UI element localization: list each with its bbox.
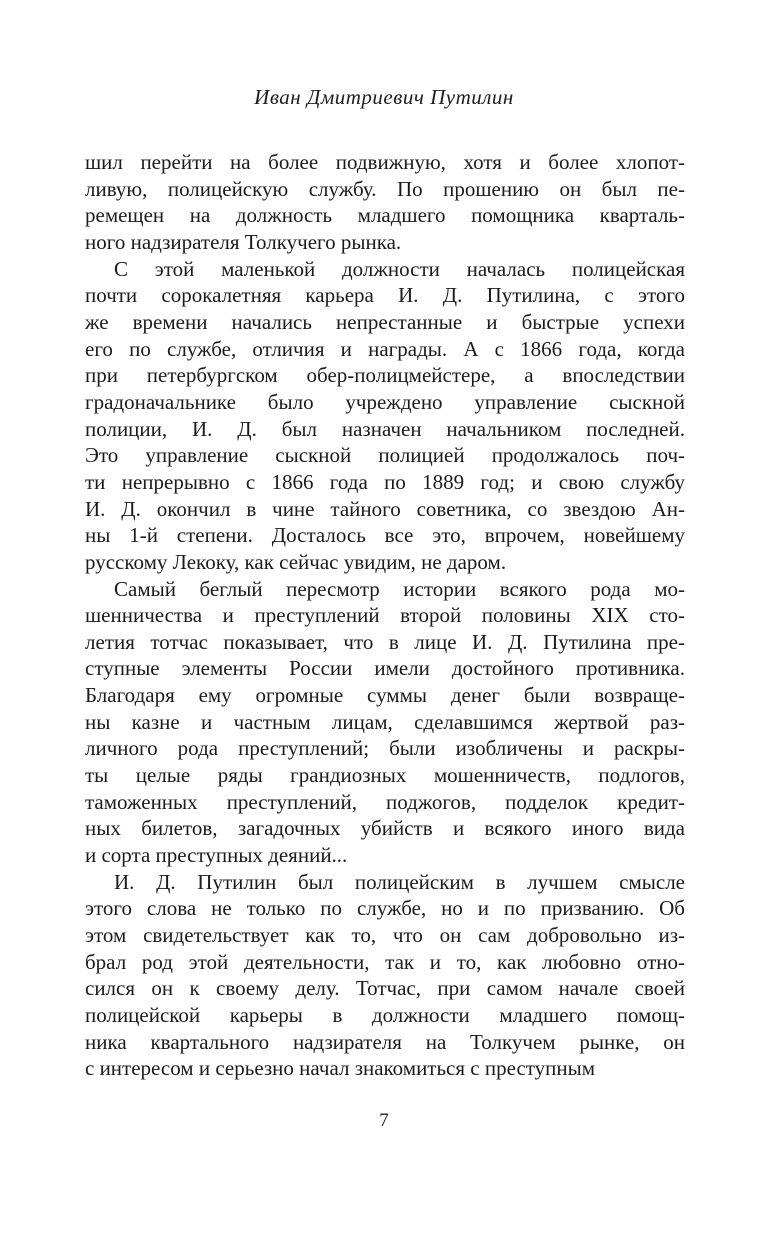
text-line: ти непрерывно с 1866 года по 1889 год; и свою службу [85,469,685,494]
text-line: ного надзирателя Толкучего рынка. [85,229,402,254]
text-line: личного рода преступлений; были изобличены и раскры- [85,736,685,761]
text-line: сился он к своему делу. Тотчас, при самом начале своей [85,976,685,1001]
text-line: ты целые ряды грандиозных мошенничеств, подлогов, [85,763,685,788]
text-line: при петербургском обер-полицмейстере, а впоследствии [85,363,685,388]
text-line: ны казне и частным лицам, сделавшимся жертвой раз- [85,709,685,734]
page-body [85,149,685,1082]
text-line: его по службе, отличия и награды. А с 1866 года, когда [85,336,685,361]
text-line: русскому Лекоку, как сейчас увидим, не даром. [85,549,507,574]
text-line: С этой маленькой должности началась полицейская [114,256,685,281]
text-line: и сорта преступных деяний... [85,843,348,868]
text-line: И. Д. окончил в чине тайного советника, со звездою Ан- [85,496,685,521]
page-number: 7 [379,1110,389,1131]
running-header: Иван Дмитриевич Путилин [254,85,514,109]
text-line: с интересом и серьезно начал знакомиться с преступным [85,1056,596,1081]
text-line: таможенных преступлений, поджогов, подделок кредит- [85,789,685,814]
text-line: ливую, полицейскую службу. По прошению он был пе- [85,176,685,201]
text-line: Это управление сыскной полицией продолжалось поч- [85,443,685,468]
text-line: ных билетов, загадочных убийств и всякого иного вида [85,816,685,841]
text-line: ника квартального надзирателя на Толкучем рынке, он [85,1029,685,1054]
text-line: ступные элементы России имели достойного противника. [85,656,685,681]
text-line: шил перейти на более подвижную, хотя и более хлопот- [85,150,685,174]
text-line: Самый беглый пересмотр истории всякого рода мо- [114,576,685,601]
text-line: Благодаря ему огромные суммы денег были возвраще- [85,683,685,708]
text-line: же времени начались непрестанные и быстрые успехи [85,309,685,334]
text-line: И. Д. Путилин был полицейским в лучшем смысле [114,869,685,894]
text-line: полиции, И. Д. был назначен начальником последней. [85,416,685,441]
text-line: шенничества и преступлений второй половины XIX сто- [85,603,685,628]
text-line: почти сорокалетняя карьера И. Д. Путилина, с этого [85,283,685,308]
text-line: брал род этой деятельности, так и то, как любовно отно- [85,949,685,974]
text-line: ремещен на должность младшего помощника кварталь- [85,203,685,228]
text-line: полицейской карьеры в должности младшего помощ- [85,1003,685,1027]
text-line: градоначальнике было учреждено управление сыскной [85,389,685,414]
text-line: ны 1-й степени. Досталось все это, впрочем, новейшему [85,523,685,548]
text-line: этого слова не только по службе, но и по призванию. Об [85,896,685,921]
text-line: этом свидетельствует как то, что он сам добровольно из- [85,923,685,948]
text-line: летия тотчас показывает, что в лице И. Д. Путилина пре- [85,629,685,654]
